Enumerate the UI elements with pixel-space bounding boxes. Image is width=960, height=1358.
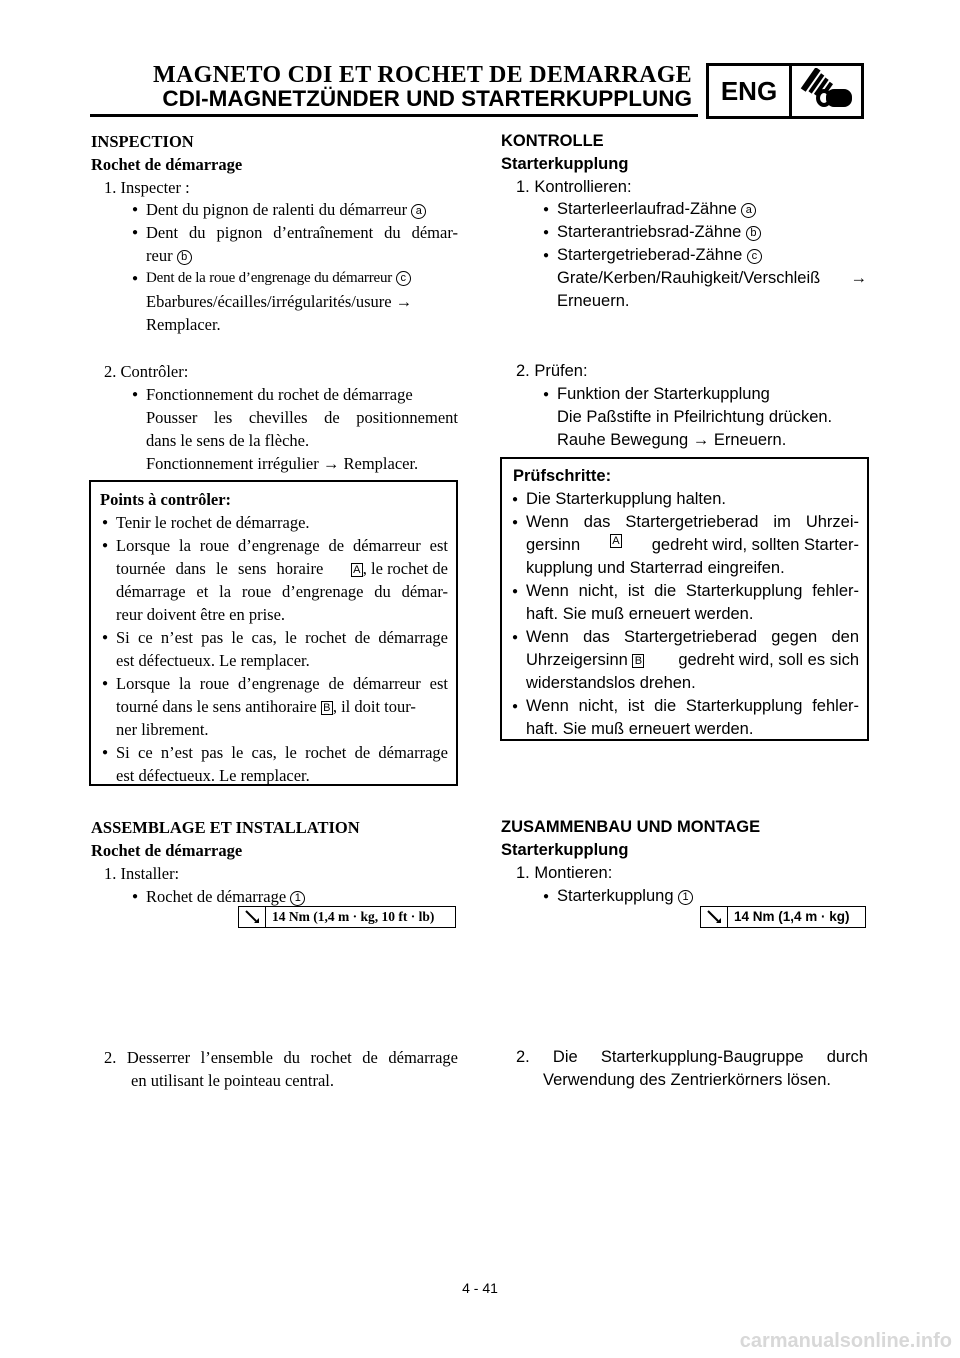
fr-assembly-step2-line-2: en utilisant le pointeau central. — [131, 1071, 334, 1090]
fr-step1-item-1: ● Dent du pignon de ralenti du démarreur a — [146, 198, 426, 221]
fr-step1-result: Ebarbures/écailles/irrégularités/usure → — [146, 292, 413, 311]
torque-wrench-icon — [701, 907, 728, 927]
torque-value: 14 Nm (1,4 m · kg) — [734, 909, 850, 925]
de-note-line: ● Wenn das Startergetrieberad im Uhrzei- — [526, 511, 859, 534]
de-step1-result: Grate/Kerben/Rauhigkeit/Verschleiß → — [557, 269, 867, 287]
mark-1: 1 — [678, 890, 693, 905]
fr-step2-line-2: dans le sens de la flèche. — [146, 431, 310, 450]
de-note-line: ● Wenn das Startergetrieberad gegen den — [526, 626, 859, 649]
de-assembly-step2-line-1: 2. Die Starterkupplung-Baugruppe durch — [516, 1048, 868, 1066]
de-inspection-title: KONTROLLE — [501, 132, 604, 150]
page-number: 4 - 41 — [462, 1280, 498, 1296]
fr-note-line: démarrage et la roue d’engrenage du démar- — [116, 582, 448, 601]
de-note-line: widerstandslos drehen. — [526, 674, 696, 692]
engine-icon — [792, 66, 861, 116]
de-step1-item-1: ● Starterleerlaufrad-Zähne a — [557, 198, 756, 221]
de-assembly-subtitle: Starterkupplung — [501, 841, 629, 859]
fr-step2-label: 2. Contrôler: — [104, 362, 189, 381]
de-note-line: haft. Sie muß erneuert werden. — [526, 605, 754, 623]
de-assembly-step1-label: 1. Montieren: — [516, 864, 613, 882]
de-step1-item-3: ● Startergetrieberad-Zähne c — [557, 244, 762, 267]
section-badge — [706, 63, 864, 119]
mark-A: A — [351, 563, 363, 577]
fr-note-box — [89, 480, 458, 786]
de-step2-line-1: Die Paßstifte in Pfeilrichtung drücken. — [557, 408, 833, 426]
fr-assembly-title: ASSEMBLAGE ET INSTALLATION — [91, 818, 360, 837]
fr-inspection-subtitle: Rochet de démarrage — [91, 155, 243, 174]
fr-inspection-title: INSPECTION — [91, 132, 194, 151]
header-title-fr: MAGNETO CDI ET ROCHET DE DEMARRAGE — [153, 62, 692, 88]
torque-wrench-icon — [239, 907, 266, 927]
mark-B: B — [632, 654, 644, 668]
fr-step2-item: ● Fonctionnement du rochet de démarrage — [146, 383, 413, 406]
fr-assembly-step2-line-1: 2. Desserrer l’ensemble du rochet de démarrage — [104, 1048, 458, 1067]
mark-A: A — [610, 534, 622, 548]
header-title-de: CDI-MAGNETZÜNDER UND STARTERKUPPLUNG — [162, 86, 692, 111]
fr-note-line: est défectueux. Le remplacer. — [116, 766, 310, 785]
fr-note-title: Points à contrôler: — [100, 490, 232, 509]
de-note-line: ● Wenn nicht, ist die Starterkupplung fehler- — [526, 580, 859, 603]
mark-c: c — [396, 271, 411, 286]
fr-torque-spec — [238, 906, 456, 928]
fr-note-line: reur doivent être en prise. — [116, 605, 286, 624]
fr-step1-item-3: ● Dent de la roue d’engrenage du démarreur c — [146, 267, 411, 290]
de-step2-label: 2. Prüfen: — [516, 362, 588, 380]
fr-step1-label: 1. Inspecter : — [104, 178, 190, 197]
fr-note-line: ● Si ce n’est pas le cas, le rochet de démarrage — [116, 741, 448, 764]
fr-assembly-subtitle: Rochet de démarrage — [91, 841, 243, 860]
mark-c: c — [747, 249, 762, 264]
de-step2-line-2: Rauhe Bewegung → Erneuern. — [557, 431, 787, 449]
de-note-line: haft. Sie muß erneuert werden. — [526, 720, 754, 738]
de-note-title: Prüfschritte: — [513, 467, 612, 485]
mark-B: B — [321, 701, 333, 715]
fr-step2-line-3: Fonctionnement irrégulier → Remplacer. — [146, 454, 419, 473]
fr-note-line: tourné dans le sens antihoraire B , il doit tour- — [116, 697, 416, 716]
de-note-line: gersinn A gedreht wird, sollten Starter- — [526, 535, 859, 554]
section-label: ENG — [709, 66, 792, 116]
mark-b: b — [746, 226, 761, 241]
de-step1-result-2: Erneuern. — [557, 292, 630, 310]
de-inspection-subtitle: Starterkupplung — [501, 155, 629, 173]
mark-a: a — [741, 203, 756, 218]
mark-b: b — [177, 250, 192, 265]
fr-note-line: tournée dans le sens horaire A , le rochet de — [116, 559, 448, 578]
de-step1-label: 1. Kontrollieren: — [516, 178, 632, 196]
fr-note-line: ner librement. — [116, 720, 209, 739]
fr-note-line: ● Si ce n’est pas le cas, le rochet de démarrage — [116, 626, 448, 649]
fr-step1-item-2-cont: reur b — [146, 244, 192, 267]
fr-assembly-step1-label: 1. Installer: — [104, 864, 180, 883]
fr-note-line: ● Lorsque la roue d’engrenage de démarreur est — [116, 672, 448, 695]
fr-step1-result-2: Remplacer. — [146, 315, 221, 334]
fr-step1-item-2: ● Dent du pignon d’entraînement du démar- — [146, 221, 458, 244]
de-note-line: ● Wenn nicht, ist die Starterkupplung fehler- — [526, 695, 859, 718]
mark-a: a — [411, 204, 426, 219]
de-note-line: ● Die Starterkupplung halten. — [526, 488, 726, 511]
de-torque-spec — [700, 906, 866, 928]
de-note-line: kupplung und Starterrad eingreifen. — [526, 559, 785, 577]
mark-1: 1 — [290, 891, 305, 906]
de-note-line: Uhrzeigersinn B gedreht wird, soll es sich — [526, 651, 859, 669]
de-note-box — [500, 457, 869, 741]
de-step1-item-2: ● Starterantriebsrad-Zähne b — [557, 221, 761, 244]
header-rule — [90, 114, 698, 117]
de-assembly-title: ZUSAMMENBAU UND MONTAGE — [501, 818, 761, 836]
torque-value: 14 Nm (1,4 m · kg, 10 ft · lb) — [272, 909, 435, 925]
de-step2-item: ● Funktion der Starterkupplung — [557, 383, 770, 406]
fr-assembly-step1-item: ● Rochet de démarrage 1 — [146, 885, 305, 908]
fr-step2-line-1: Pousser les chevilles de positionnement — [146, 408, 458, 427]
fr-note-line: ● Lorsque la roue d’engrenage de démarreur est — [116, 534, 448, 557]
watermark: carmanualsonline.info — [739, 1330, 952, 1352]
fr-note-line: ● Tenir le rochet de démarrage. — [116, 511, 310, 534]
fr-note-line: est défectueux. Le remplacer. — [116, 651, 310, 670]
de-assembly-step1-item: ● Starterkupplung 1 — [557, 885, 693, 908]
de-assembly-step2-line-2: Verwendung des Zentrierkörners lösen. — [543, 1071, 831, 1089]
